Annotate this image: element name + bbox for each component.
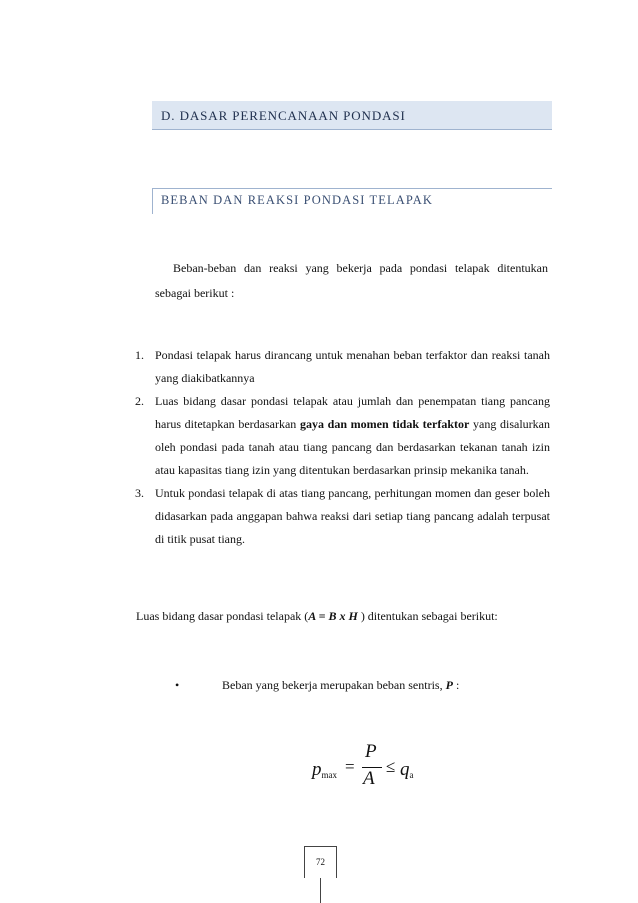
bullet-var: P xyxy=(445,678,453,692)
formula-p-sub: max xyxy=(321,770,337,780)
page-number-line xyxy=(320,878,321,903)
pressure-formula xyxy=(312,741,432,795)
area-text: Luas bidang dasar pondasi telapak ( xyxy=(136,609,309,623)
formula-p: pmax xyxy=(312,759,337,780)
bullet-text: Beban yang bekerja merupakan beban sentris, P : xyxy=(222,678,460,692)
requirements-list xyxy=(135,344,550,551)
formula-equals: = xyxy=(345,757,355,776)
sub-heading: BEBAN DAN REAKSI PONDASI TELAPAK xyxy=(152,188,552,214)
intro-paragraph: Beban-beban dan reaksi yang bekerja pada pondasi telapak ditentukan sebagai berikut : xyxy=(155,261,548,300)
bullet-icon: • xyxy=(175,678,180,692)
area-formula: A = B x H xyxy=(308,609,358,623)
list-item xyxy=(135,482,550,551)
page-number: 72 xyxy=(304,846,337,878)
formula-q: qa xyxy=(400,759,414,780)
area-text: ) ditentukan sebagai berikut: xyxy=(357,609,498,623)
list-text: Untuk pondasi telapak di atas tiang pancang, perhitungan momen dan geser boleh didasarkan pada anggapan bahwa reaksi dari setiap tiang pancang adalah terpusat di titik pusat tiang. xyxy=(155,486,550,546)
list-number: 3. xyxy=(135,486,144,500)
list-text: yang disalurkan oleh pondasi pada tanah atau tiang pancang dan berdasarkan tekanan tanah izin atau kapasitas tiang izin yang ditentukan berdasarkan prinsip mekanika tanah. xyxy=(155,417,550,477)
section-heading: D. DASAR PERENCANAAN PONDASI xyxy=(152,101,552,130)
list-number: 1. xyxy=(135,348,144,362)
list-item xyxy=(135,344,550,390)
formula-denominator: A xyxy=(363,768,375,789)
formula-leq: ≤ xyxy=(386,757,396,776)
formula-q-sub: a xyxy=(409,770,414,780)
area-paragraph xyxy=(136,606,556,626)
list-text-bold: gaya dan momen tidak terfaktor xyxy=(299,417,470,431)
list-text: Pondasi telapak harus dirancang untuk menahan beban terfaktor dan reaksi tanah yang diakibatkannya xyxy=(155,348,550,385)
list-item xyxy=(135,390,550,482)
list-text: Luas bidang dasar pondasi telapak atau jumlah dan penempatan tiang pancang harus ditetapkan berdasarkan xyxy=(155,394,550,431)
formula-numerator: P xyxy=(365,741,377,762)
list-number: 2. xyxy=(135,394,144,408)
